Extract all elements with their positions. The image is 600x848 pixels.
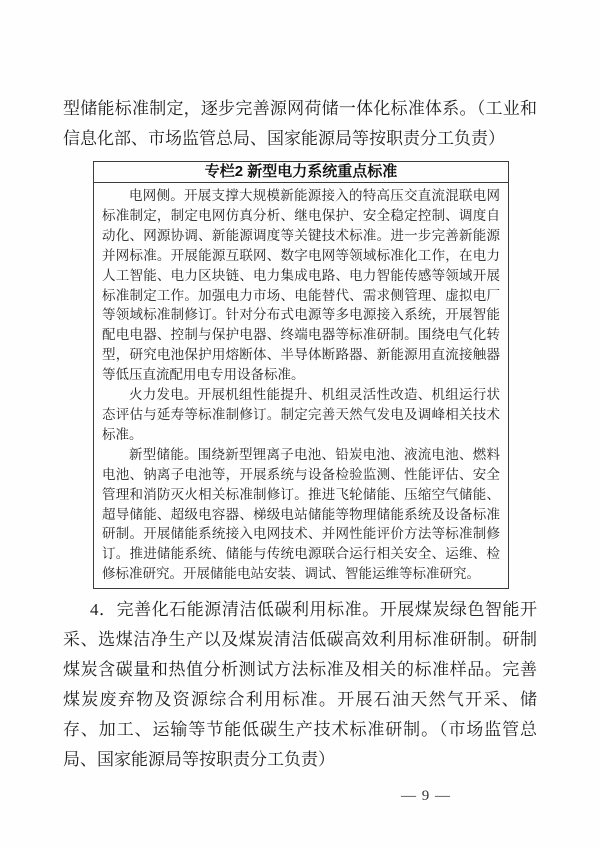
box-paragraph-grid-side: 电网侧。开展支撑大规模新能源接入的特高压交直流混联电网标准制定，制定电网仿真分析、继电保护、安全稳定控制、调度自动化、网源协调、新能源调度等关键技术标准。进一步完善新能源并网标准。开展能源互联网、数字电网等领域标准化工作，在电力人工智能、电力区块链、电力集成电路、电力智能传感等领域开展标准制定工作。加强电力市场、电能替代、需求侧管理、虚拟电厂等领域标准制修订。针对分布式电源等多电源接入系统，开展智能配电电器、控制与保护电器、终端电器等标准研制。围绕电气化转型，研究电池保护用熔断体、半导体断路器、新能源用直流接触器等低压直流配用电专用设备标准。 xyxy=(102,188,500,383)
paragraph-continuation xyxy=(63,94,537,154)
box-body xyxy=(94,183,508,588)
responsibility-note: （市场监管总局、国家能源局等按职责分工负责） xyxy=(63,720,538,770)
item-body: 开展煤炭绿色智能开采、选煤洁净生产以及煤炭清洁低碳高效利用标准研制。研制煤炭含碳量和热值分析测试方法标准及相关的标准样品。完善煤炭废弃物及资源综合利用标准。开展石油天然气开采、储存、加工、运输等节能低碳生产技术标准研制。 xyxy=(63,600,538,740)
item-title: 完善化石能源清洁低碳利用标准。 xyxy=(116,600,380,620)
box-paragraph-thermal-power: 火力发电。开展机组性能提升、机组灵活性改造、机组运行状态评估与延寿等标准制修订。制定完善天然气发电及调峰相关技术标准。 xyxy=(102,387,500,442)
special-column-box xyxy=(93,161,509,589)
page-number: — 9 — xyxy=(401,788,451,805)
paragraph-item-4 xyxy=(63,595,537,775)
box-title: 专栏2 新型电力系统重点标准 xyxy=(94,162,508,183)
paragraph-continuation-text: 型储能标准制定，逐步完善源网荷储一体化标准体系。 xyxy=(63,99,477,118)
responsibility-note: （工业和信息化部、市场监管总局、国家能源局等按职责分工负责） xyxy=(63,99,538,148)
box-paragraph-new-energy-storage: 新型储能。围绕新型锂离子电池、铅炭电池、液流电池、燃料电池、钠离子电池等，开展系统与设备检验监测、性能评估、安全管理和消防灭火相关标准制修订。推进飞轮储能、压缩空气储能、超导储能、超级电容器、梯级电站储能等物理储能系统及设备标准研制。开展储能系统接入电网技术、并网性能评价方法等标准制修订。推进储能系统、储能与传统电源联合运行相关安全、运维、检修标准研究。开展储能电站安装、调试、智能运维等标准研究。 xyxy=(102,446,500,582)
item-number: 4． xyxy=(90,600,117,620)
